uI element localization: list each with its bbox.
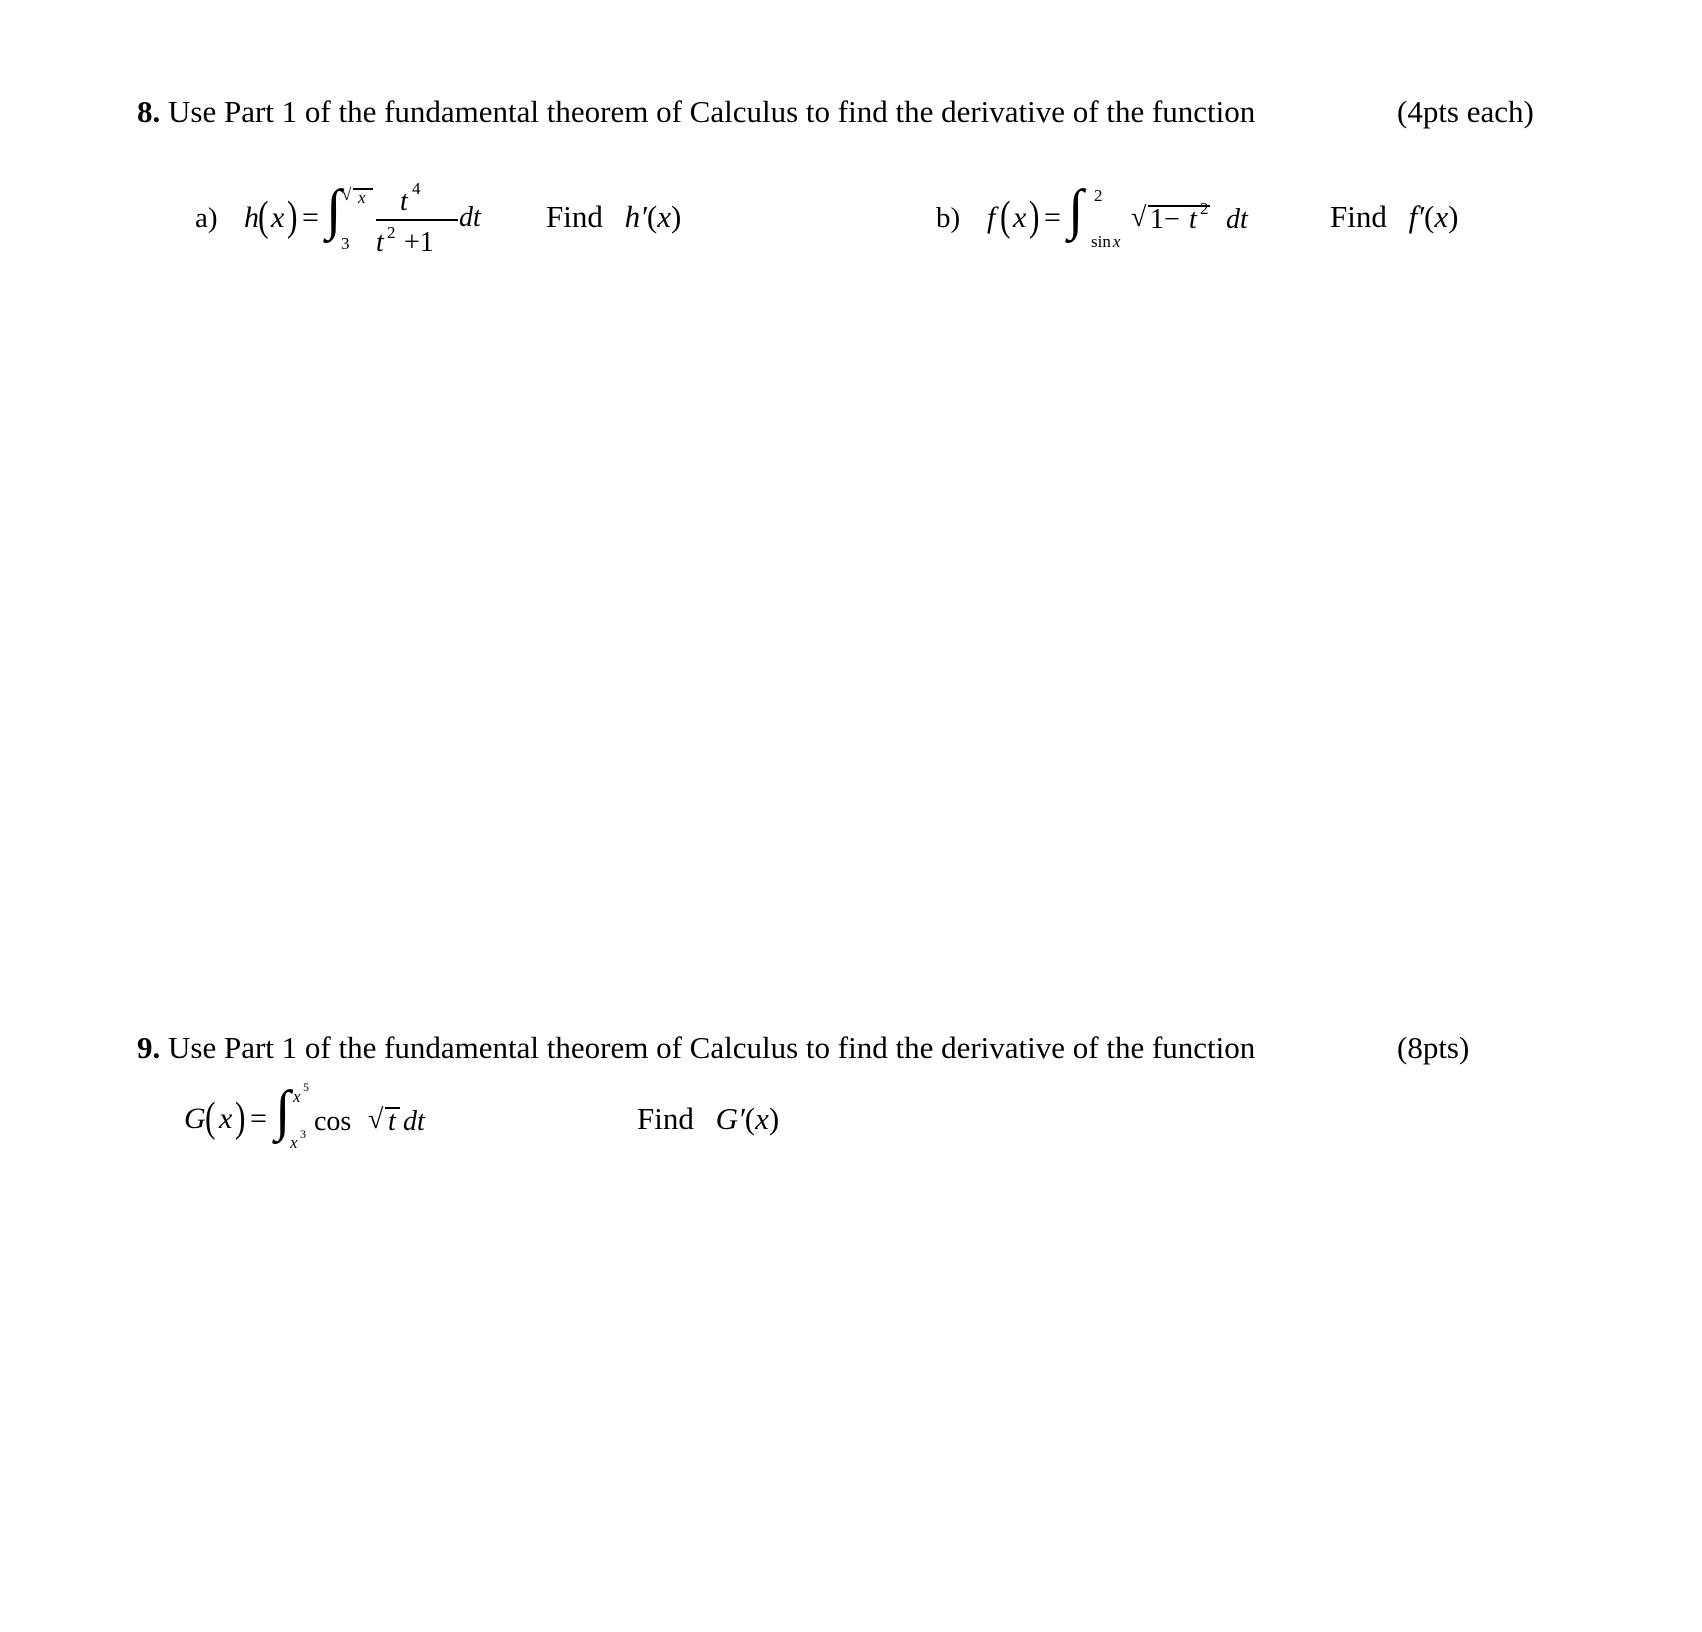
q8a-find-var: x [657,199,671,234]
q9-text: Use Part 1 of the fundamental theorem of Calculus to find the derivative of the function [168,1030,1256,1065]
q8a-lower-limit: 3 [341,234,350,253]
q8b-find-var: x [1434,199,1449,234]
q9-find-word: Find [637,1101,694,1136]
q8a-func-var: x [271,201,285,234]
q8b-radicand-exp: 2 [1200,199,1209,218]
q8b-close-paren: ) [1029,194,1040,240]
q8b-radicand-base: t [1189,204,1197,235]
q9-points: (8pts) [1397,1030,1470,1065]
q8a-find-close-paren: ) [670,199,682,234]
q8a-differential: dt [459,202,481,233]
q9-prompt [137,1032,1255,1063]
q8a-numerator-base: t [400,186,408,217]
q8a-numerator-exp: 4 [412,179,421,198]
q9-open-paren: ( [205,1095,216,1141]
q8a-integral-sign: ∫ [326,179,342,241]
q8b-radical-sign: √ [1131,202,1147,233]
q9-find-close-paren: ) [768,1101,780,1136]
q8a-close-paren: ) [287,194,298,240]
q9-close-paren: ) [235,1095,246,1141]
q8b-lower-fn: sin x [1091,232,1121,251]
q8b-differential: dt [1226,204,1248,235]
q9-find [637,1103,779,1134]
q8a-open-paren: ( [258,194,269,240]
q9-integral-sign: ∫ [275,1080,291,1142]
q8b-upper-limit: 2 [1094,186,1103,205]
q9-find-open-paren: ( [744,1101,756,1136]
q9-upper-base: x [293,1087,301,1106]
q8b-find-expr: f′ [1408,199,1425,234]
q9-lower-exp: 3 [300,1127,306,1141]
q9-equals: = [250,1102,267,1135]
q8b-radicand-start: 1− [1150,204,1180,235]
q9-upper-exp: 5 [303,1080,309,1094]
q9-number: 9. [137,1030,161,1065]
q8a-fraction-bar [376,219,458,221]
q8a-func-name: h [244,201,259,234]
q8a-denominator-exp: 2 [387,223,396,242]
q8b-lower-var: x [1112,232,1121,251]
q8a-upper-var: x [358,188,366,207]
q8a-find-open-paren: ( [646,199,658,234]
q8-number: 8. [137,94,161,129]
q8b-label: b) [936,202,961,234]
q8b-equals: = [1044,201,1061,234]
q8b-func-var: x [1013,201,1027,234]
q8b-find-open-paren: ( [1424,199,1435,234]
q9-func-var: x [219,1102,233,1135]
q8a-find [546,201,681,232]
q8-prompt [137,96,1255,127]
q9-func-name: G [184,1102,206,1135]
q8a-find-expr: h′ [624,199,647,234]
q9-radical-sign: √ [368,1104,384,1135]
q8a-denominator-rest: +1 [404,227,434,258]
q8a-find-word: Find [546,199,603,234]
q9-find-expr: G′ [715,1101,745,1136]
q9-find-var: x [755,1101,769,1136]
q8a-denominator-base: t [376,227,384,258]
q8b-func-name: f [987,201,996,234]
q8b-find [1330,201,1458,232]
q9-lower-base: x [290,1133,298,1152]
q8b-find-word: Find [1330,199,1387,234]
q8b-find-close-paren: ) [1448,199,1459,234]
q8a-equals: = [302,201,319,234]
q8b-open-paren: ( [1000,194,1011,240]
q8-text: Use Part 1 of the fundamental theorem of Calculus to find the derivative of the function [168,94,1256,129]
q8a-label: a) [195,202,218,234]
q8-points: (4pts each) [1397,94,1534,129]
q9-differential: dt [403,1106,425,1137]
q8a-upper-radical: √ [342,185,352,204]
q9-cos: cos [314,1106,352,1137]
q8b-integral-sign: ∫ [1068,179,1084,241]
q9-radicand: t [388,1106,396,1137]
